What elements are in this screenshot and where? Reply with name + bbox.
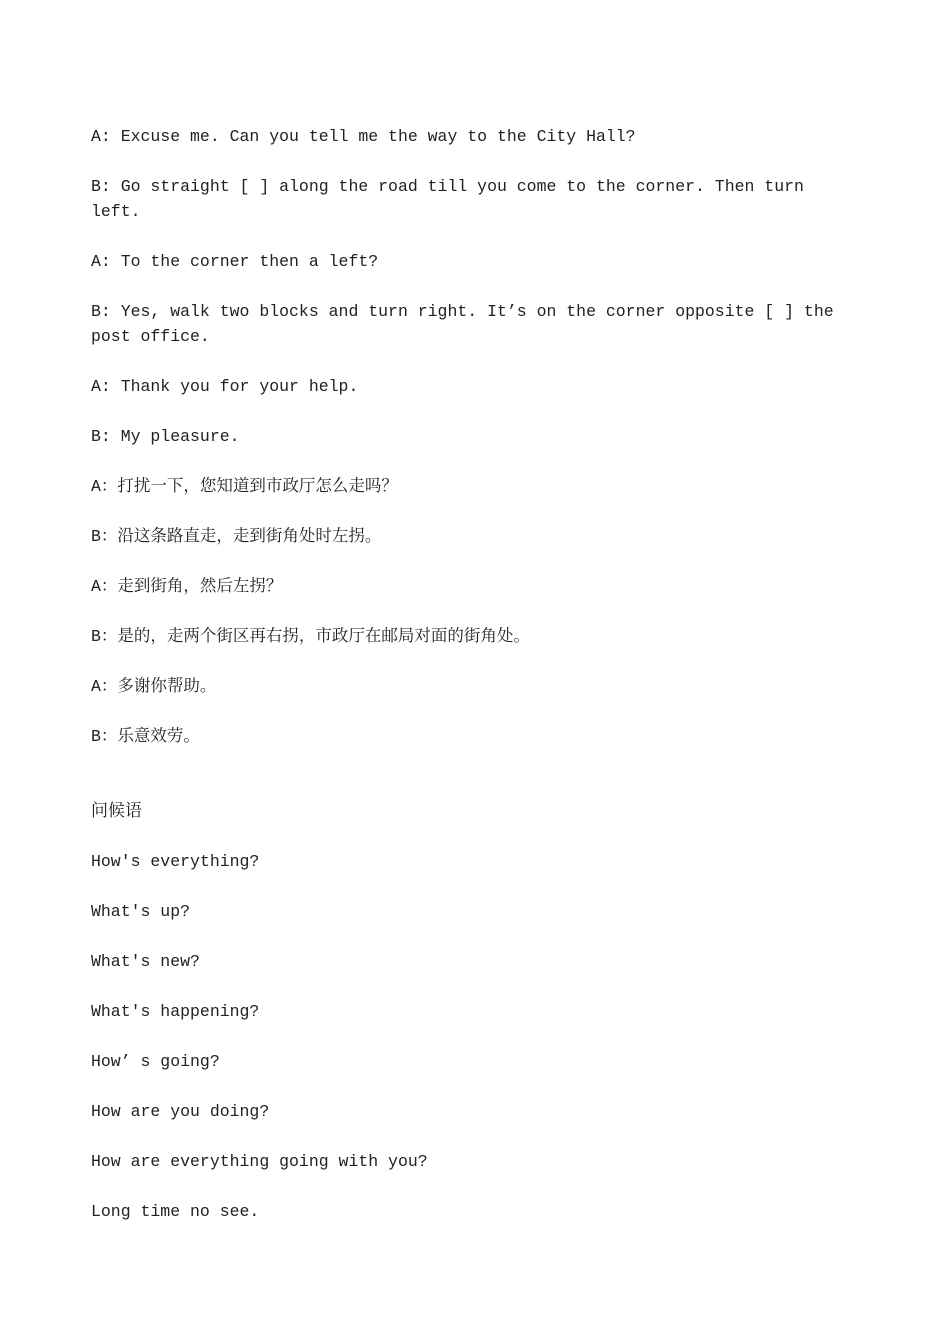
dialogue-line-en: B: Yes, walk two blocks and turn right. It’s on the corner opposite [ ] the post office.	[91, 302, 844, 346]
greetings-heading: 问候语	[91, 801, 142, 821]
greeting-item: Long time no see.	[91, 1202, 260, 1221]
dialogue-line-en: A: To the corner then a left?	[91, 252, 379, 271]
greeting-item: How's everything?	[91, 852, 260, 871]
dialogue-line-zh: A：走到街角，然后左拐？	[91, 577, 283, 596]
greeting-item: How’ s going?	[91, 1052, 220, 1071]
dialogue-line-zh: A：打扰一下，您知道到市政厅怎么走吗？	[91, 477, 398, 496]
dialogue-line-zh: B：沿这条路直走，走到街角处时左拐。	[91, 527, 382, 546]
greeting-item: What's up?	[91, 902, 191, 921]
dialogue-line-en: B: Go straight [ ] along the road till you come to the corner. Then turn left.	[91, 177, 814, 221]
greeting-item: How are everything going with you?	[91, 1152, 428, 1171]
dialogue-line-en: B: My pleasure.	[91, 427, 240, 446]
dialogue-line-zh: A：多谢你帮助。	[91, 677, 217, 696]
document-page	[91, 124, 851, 1224]
dialogue-line-zh: B：乐意效劳。	[91, 727, 200, 746]
greeting-item: How are you doing?	[91, 1102, 270, 1121]
section-spacer	[91, 749, 851, 799]
dialogue-line-en: A: Thank you for your help.	[91, 377, 359, 396]
greeting-item: What's new?	[91, 952, 200, 971]
greeting-item: What's happening?	[91, 1002, 260, 1021]
dialogue-line-zh: B：是的，走两个街区再右拐，市政厅在邮局对面的街角处。	[91, 627, 530, 646]
dialogue-line-en: A: Excuse me. Can you tell me the way to the City Hall?	[91, 127, 636, 146]
